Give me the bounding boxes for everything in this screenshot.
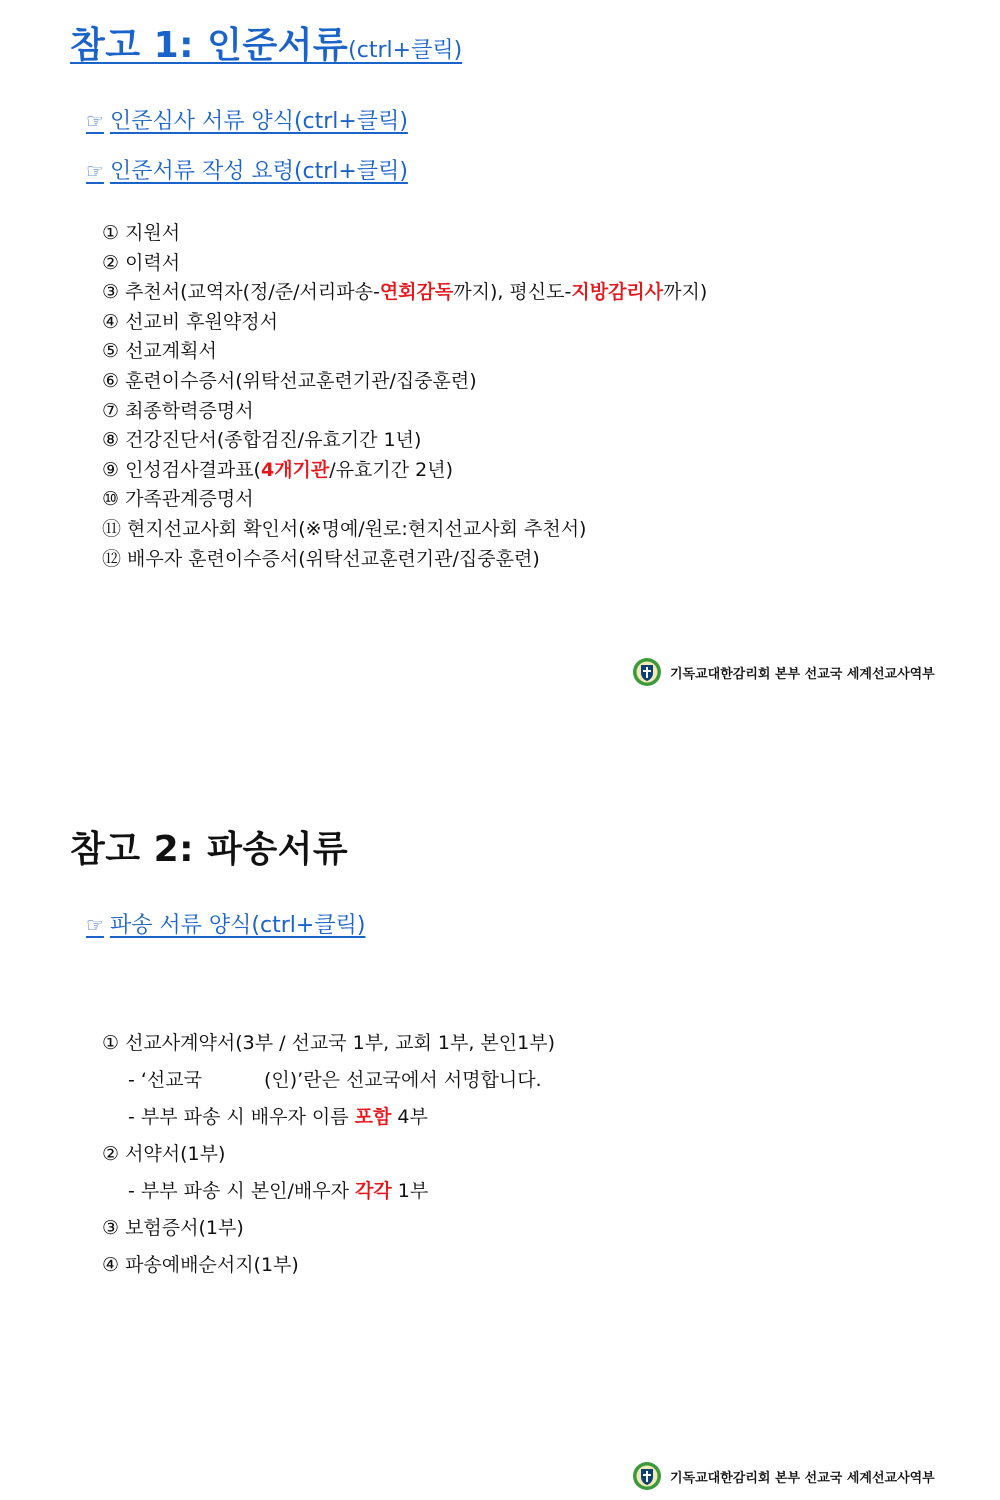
certification-form-link-label: 인준심사 서류 양식(ctrl+클릭) — [109, 109, 408, 134]
list-item-text: (인)’란은 선교국에서 서명합니다. — [264, 1069, 542, 1091]
dispatch-document-list — [102, 1025, 555, 1284]
list-item: ⑦ 최종학력증명서 — [102, 399, 254, 422]
list-item-text: 까지), 평신도- — [453, 281, 572, 304]
footer-text: 기독교대한감리회 본부 선교국 세계선교사역부 — [670, 1470, 935, 1486]
list-item: ⑥ 훈련이수증서(위탁선교훈련기관/집중훈련) — [102, 369, 477, 392]
certification-form-link[interactable] — [86, 106, 408, 137]
list-item: ⑤ 선교계획서 — [102, 340, 217, 363]
list-subitem — [102, 1099, 555, 1136]
section2-title-main: 참고 2: 파송서류 — [70, 829, 349, 870]
list-item-text: - ‘선교국 — [128, 1069, 202, 1091]
list-item: ④ 파송예배순서지(1부) — [102, 1254, 299, 1276]
highlight-text: 지방감리사 — [571, 281, 664, 304]
certification-guide-link[interactable] — [86, 156, 408, 187]
list-item-text: 4부 — [391, 1106, 428, 1128]
section1-title-suffix: (ctrl+클릭) — [348, 38, 463, 63]
list-item: ② 이력서 — [102, 251, 181, 274]
church-emblem-icon — [632, 657, 662, 687]
section1-title[interactable] — [70, 24, 462, 73]
list-item-text: 1부 — [391, 1180, 429, 1202]
list-item: ② 서약서(1부) — [102, 1143, 226, 1165]
list-item: ① 선교사계약서(3부 / 선교국 1부, 교회 1부, 본인1부) — [102, 1032, 555, 1054]
list-item: ① 지원서 — [102, 222, 181, 244]
list-item — [102, 456, 707, 486]
church-emblem-icon — [632, 1461, 662, 1491]
list-item-text: - 부부 파송 시 배우자 이름 — [128, 1106, 355, 1128]
list-item: ③ 보험증서(1부) — [102, 1217, 244, 1239]
section1-title-main: 참고 1: 인준서류 — [70, 25, 349, 66]
highlight-text: 4개기관 — [260, 458, 330, 481]
pointing-hand-icon: ☞ — [86, 109, 104, 133]
certification-guide-link-label: 인준서류 작성 요령(ctrl+클릭) — [109, 159, 408, 184]
footer — [632, 1461, 935, 1491]
list-item-text: ③ 추천서(교역자(정/준/서리파송- — [102, 281, 380, 304]
highlight-text: 연회감독 — [379, 281, 454, 304]
list-item: ④ 선교비 후원약정서 — [102, 310, 278, 333]
list-item-text: 까지) — [663, 281, 708, 304]
list-item — [102, 278, 707, 308]
list-item: ⑪ 현지선교사회 확인서(※명예/원로:현지선교사회 추천서) — [102, 517, 587, 540]
certification-document-list — [102, 219, 707, 574]
list-item-text: ⑨ 인성검사결과표( — [102, 458, 261, 481]
section2-title — [70, 828, 348, 872]
dispatch-form-link-label: 파송 서류 양식(ctrl+클릭) — [109, 913, 366, 938]
list-subitem — [102, 1062, 555, 1099]
pointing-hand-icon: ☞ — [86, 159, 104, 183]
pointing-hand-icon: ☞ — [86, 913, 104, 937]
list-subitem — [102, 1173, 555, 1210]
highlight-text: 포함 — [354, 1106, 392, 1128]
list-item: ⑫ 배우자 훈련이수증서(위탁선교훈련기관/집중훈련) — [102, 547, 540, 570]
list-item: ⑩ 가족관계증명서 — [102, 488, 254, 511]
footer — [632, 657, 935, 687]
list-item-text: /유효기간 2년) — [329, 458, 453, 481]
footer-text: 기독교대한감리회 본부 선교국 세계선교사역부 — [670, 666, 935, 682]
dispatch-form-link[interactable] — [86, 910, 365, 941]
highlight-text: 각각 — [355, 1180, 392, 1202]
list-item: ⑧ 건강진단서(종합검진/유효기간 1년) — [102, 429, 422, 452]
list-item-text: - 부부 파송 시 본인/배우자 — [128, 1180, 355, 1202]
